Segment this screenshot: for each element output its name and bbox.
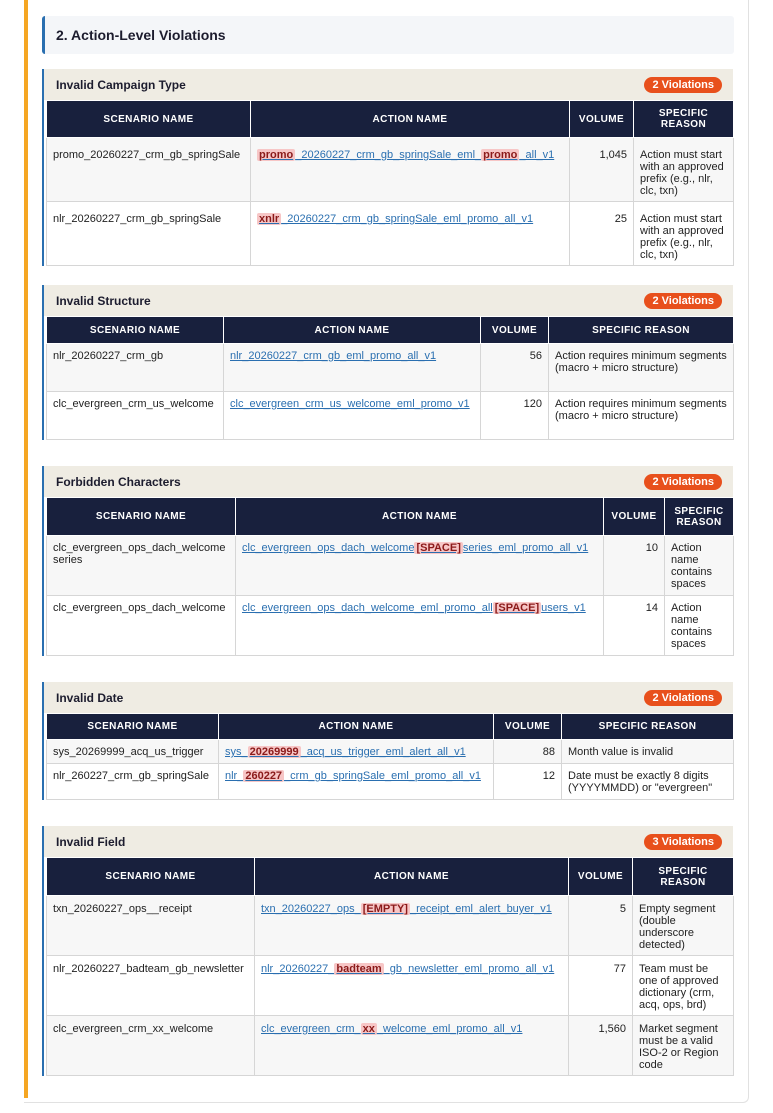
volume-cell: 88 bbox=[494, 740, 562, 764]
group-header bbox=[44, 69, 733, 100]
volume-cell: 56 bbox=[481, 344, 549, 392]
action-name-link[interactable] bbox=[225, 770, 481, 782]
action-name-link[interactable] bbox=[257, 213, 533, 225]
table-row bbox=[47, 536, 734, 596]
action-name-link[interactable] bbox=[242, 602, 586, 614]
action-name-link[interactable] bbox=[230, 398, 470, 410]
volume-cell: 5 bbox=[569, 896, 633, 956]
violation-highlight: xx bbox=[362, 1023, 375, 1035]
violation-highlight: 260227 bbox=[245, 770, 283, 782]
violations-table bbox=[46, 713, 734, 800]
violations-badge: 3 Violations bbox=[644, 834, 722, 850]
group-header bbox=[44, 826, 733, 857]
action-segment: _acq_us_trigger_eml_alert_all_v1 bbox=[300, 746, 466, 758]
reason-cell: Action name contains spaces bbox=[665, 596, 734, 656]
column-header-action: ACTION NAME bbox=[224, 317, 481, 344]
violations-badge: 2 Violations bbox=[644, 690, 722, 706]
reason-cell: Team must be one of approved dictionary (crm, acq, ops, brd) bbox=[633, 956, 734, 1016]
violation-highlight: [EMPTY] bbox=[362, 903, 408, 915]
action-segment: _crm_gb_springSale_eml_promo_all_v1 bbox=[284, 770, 481, 782]
volume-cell: 12 bbox=[494, 764, 562, 800]
scenario-cell: sys_20269999_acq_us_trigger bbox=[47, 740, 219, 764]
column-header-volume: VOLUME bbox=[481, 317, 549, 344]
scenario-cell: clc_evergreen_ops_dach_welcome bbox=[47, 596, 236, 656]
violation-group-invalid-campaign-type bbox=[42, 69, 733, 266]
violations-badge: 2 Violations bbox=[644, 293, 722, 309]
action-segment: _welcome_eml_promo_all_v1 bbox=[376, 1023, 523, 1035]
group-title: Forbidden Characters bbox=[56, 474, 181, 489]
scenario-cell: nlr_260227_crm_gb_springSale bbox=[47, 764, 219, 800]
scenario-cell: clc_evergreen_crm_xx_welcome bbox=[47, 1016, 255, 1076]
group-title: Invalid Field bbox=[56, 834, 126, 849]
violation-group-invalid-structure bbox=[42, 285, 733, 440]
action-name-link[interactable] bbox=[225, 746, 466, 758]
scenario-cell: nlr_20260227_badteam_gb_newsletter bbox=[47, 956, 255, 1016]
violations-table bbox=[46, 857, 734, 1076]
scenario-cell: clc_evergreen_ops_dach_welcome series bbox=[47, 536, 236, 596]
action-cell bbox=[224, 344, 481, 392]
table-row bbox=[47, 896, 734, 956]
reason-cell: Action requires minimum segments (macro + micro structure) bbox=[549, 392, 734, 440]
violation-highlight: [SPACE] bbox=[494, 602, 540, 614]
action-segment: clc_evergreen_crm_us_welcome_eml_promo_v1 bbox=[230, 398, 470, 410]
volume-cell: 14 bbox=[604, 596, 665, 656]
column-header-scenario: SCENARIO NAME bbox=[47, 858, 255, 896]
column-header-reason: SPECIFIC REASON bbox=[665, 498, 734, 536]
action-segment: txn_20260227_ops_ bbox=[261, 903, 361, 915]
violations-badge: 2 Violations bbox=[644, 474, 722, 490]
violation-highlight: promo bbox=[483, 149, 518, 161]
column-header-reason: SPECIFIC REASON bbox=[633, 858, 734, 896]
column-header-scenario: SCENARIO NAME bbox=[47, 498, 236, 536]
table-row bbox=[47, 740, 734, 764]
group-title: Invalid Date bbox=[56, 690, 124, 705]
scenario-cell: clc_evergreen_crm_us_welcome bbox=[47, 392, 224, 440]
column-header-volume: VOLUME bbox=[494, 714, 562, 740]
group-header bbox=[44, 285, 733, 316]
action-name-link[interactable] bbox=[261, 903, 552, 915]
action-segment: clc_evergreen_ops_dach_welcome_eml_promo_all bbox=[242, 602, 493, 614]
column-header-volume: VOLUME bbox=[604, 498, 665, 536]
action-name-link[interactable] bbox=[242, 542, 588, 554]
action-name-link[interactable] bbox=[261, 1023, 522, 1035]
violation-group-invalid-field bbox=[42, 826, 733, 1076]
violations-badge: 2 Violations bbox=[644, 77, 722, 93]
action-cell bbox=[219, 764, 494, 800]
action-segment: _all_v1 bbox=[519, 149, 555, 161]
reason-cell: Action must start with an approved prefix (e.g., nlr, clc, txn) bbox=[634, 138, 734, 202]
scenario-cell: txn_20260227_ops__receipt bbox=[47, 896, 255, 956]
column-header-action: ACTION NAME bbox=[219, 714, 494, 740]
action-segment: nlr_ bbox=[225, 770, 244, 782]
action-cell bbox=[255, 896, 569, 956]
reason-cell: Action requires minimum segments (macro + micro structure) bbox=[549, 344, 734, 392]
action-cell bbox=[255, 956, 569, 1016]
volume-cell: 10 bbox=[604, 536, 665, 596]
scenario-cell: nlr_20260227_crm_gb_springSale bbox=[47, 202, 251, 266]
reason-cell: Empty segment (double underscore detected) bbox=[633, 896, 734, 956]
violation-group-forbidden-characters bbox=[42, 466, 733, 656]
table-row bbox=[47, 596, 734, 656]
violation-highlight: xnlr bbox=[259, 213, 280, 225]
section-title: 2. Action-Level Violations bbox=[56, 27, 226, 43]
table-row bbox=[47, 138, 734, 202]
violations-table bbox=[46, 497, 734, 656]
column-header-volume: VOLUME bbox=[570, 101, 634, 138]
violations-table bbox=[46, 316, 734, 440]
volume-cell: 77 bbox=[569, 956, 633, 1016]
action-cell bbox=[236, 596, 604, 656]
group-title: Invalid Structure bbox=[56, 293, 151, 308]
accent-bar bbox=[24, 0, 28, 1098]
action-cell bbox=[251, 202, 570, 266]
reason-cell: Action must start with an approved prefix (e.g., nlr, clc, txn) bbox=[634, 202, 734, 266]
action-segment: clc_evergreen_crm_ bbox=[261, 1023, 361, 1035]
table-row bbox=[47, 764, 734, 800]
column-header-action: ACTION NAME bbox=[251, 101, 570, 138]
column-header-reason: SPECIFIC REASON bbox=[549, 317, 734, 344]
action-segment: users_v1 bbox=[541, 602, 586, 614]
table-row bbox=[47, 202, 734, 266]
volume-cell: 120 bbox=[481, 392, 549, 440]
action-segment: _20260227_crm_gb_springSale_eml_promo_all_v1 bbox=[281, 213, 534, 225]
column-header-reason: SPECIFIC REASON bbox=[634, 101, 734, 138]
action-segment: clc_evergreen_ops_dach_welcome bbox=[242, 542, 415, 554]
action-name-link[interactable] bbox=[261, 963, 554, 975]
scenario-cell: nlr_20260227_crm_gb bbox=[47, 344, 224, 392]
column-header-scenario: SCENARIO NAME bbox=[47, 101, 251, 138]
violation-highlight: [SPACE] bbox=[416, 542, 461, 554]
column-header-reason: SPECIFIC REASON bbox=[562, 714, 734, 740]
column-header-volume: VOLUME bbox=[569, 858, 633, 896]
group-header bbox=[44, 466, 733, 497]
action-cell bbox=[255, 1016, 569, 1076]
violation-group-invalid-date bbox=[42, 682, 733, 800]
reason-cell: Month value is invalid bbox=[562, 740, 734, 764]
table-row bbox=[47, 344, 734, 392]
action-segment: nlr_20260227_ bbox=[261, 963, 335, 975]
reason-cell: Date must be exactly 8 digits (YYYYMMDD) or "evergreen" bbox=[562, 764, 734, 800]
column-header-action: ACTION NAME bbox=[236, 498, 604, 536]
action-segment: _20260227_crm_gb_springSale_eml_ bbox=[295, 149, 482, 161]
violation-highlight: 20269999 bbox=[249, 746, 299, 758]
group-header bbox=[44, 682, 733, 713]
scenario-cell: promo_20260227_crm_gb_springSale bbox=[47, 138, 251, 202]
reason-cell: Market segment must be a valid ISO-2 or Region code bbox=[633, 1016, 734, 1076]
column-header-action: ACTION NAME bbox=[255, 858, 569, 896]
action-name-link[interactable] bbox=[257, 149, 554, 161]
action-segment: nlr_20260227_crm_gb_eml_promo_all_v1 bbox=[230, 350, 437, 362]
violation-highlight: badteam bbox=[336, 963, 382, 975]
action-segment: series_eml_promo_all_v1 bbox=[462, 542, 589, 554]
action-cell bbox=[251, 138, 570, 202]
action-cell bbox=[224, 392, 481, 440]
reason-cell: Action name contains spaces bbox=[665, 536, 734, 596]
action-cell bbox=[219, 740, 494, 764]
violations-table bbox=[46, 100, 734, 266]
table-row bbox=[47, 956, 734, 1016]
volume-cell: 1,045 bbox=[570, 138, 634, 202]
action-segment: sys_ bbox=[225, 746, 248, 758]
group-title: Invalid Campaign Type bbox=[56, 77, 186, 92]
action-segment: _receipt_eml_alert_buyer_v1 bbox=[409, 903, 552, 915]
action-cell bbox=[236, 536, 604, 596]
column-header-scenario: SCENARIO NAME bbox=[47, 317, 224, 344]
table-row bbox=[47, 1016, 734, 1076]
volume-cell: 1,560 bbox=[569, 1016, 633, 1076]
action-segment: _gb_newsletter_eml_promo_all_v1 bbox=[383, 963, 555, 975]
violation-highlight: promo bbox=[259, 149, 294, 161]
action-name-link[interactable] bbox=[230, 350, 436, 362]
table-row bbox=[47, 392, 734, 440]
section-header bbox=[42, 16, 734, 54]
volume-cell: 25 bbox=[570, 202, 634, 266]
column-header-scenario: SCENARIO NAME bbox=[47, 714, 219, 740]
